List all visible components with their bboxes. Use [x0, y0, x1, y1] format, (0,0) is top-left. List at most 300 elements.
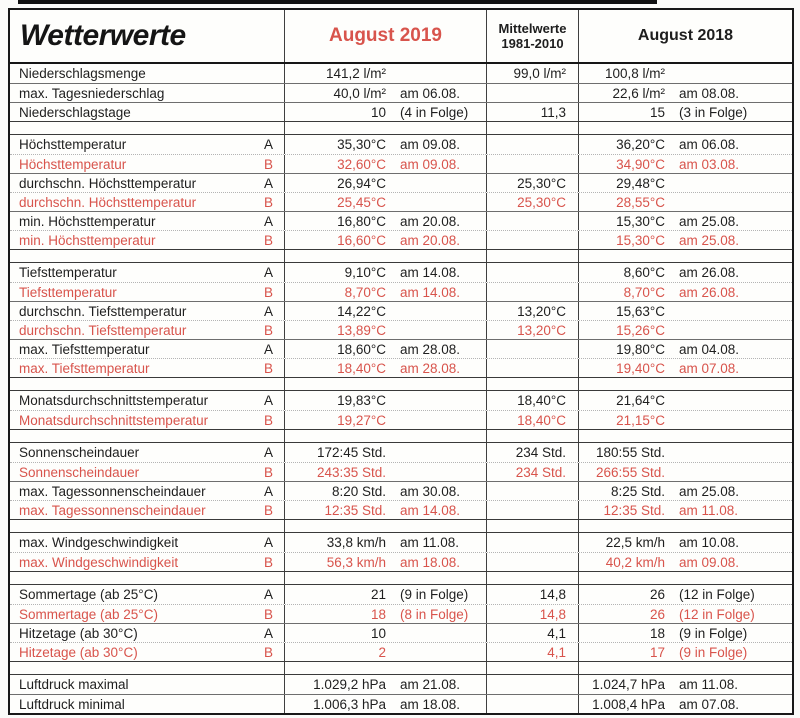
value-mittel: 18,40°C — [517, 393, 566, 408]
row-label: Höchsttemperatur — [19, 156, 127, 172]
value-aug2019: 33,8 km/h — [326, 535, 386, 550]
aug2018-cell — [579, 155, 792, 173]
gap-cell — [579, 430, 792, 442]
mittelwerte-cell — [487, 624, 579, 642]
mittelwerte-cell — [487, 340, 579, 358]
value-aug2018: 28,55°C — [616, 194, 665, 210]
label-cell — [10, 135, 285, 154]
table-row — [10, 301, 792, 320]
gap-cell — [10, 520, 285, 532]
aug2018-cell — [579, 695, 792, 713]
table-body — [10, 64, 792, 713]
value-aug2019: 13,89°C — [337, 322, 386, 338]
date-aug2019: am 06.08. — [400, 85, 461, 101]
label-cell — [10, 675, 285, 694]
label-cell — [10, 103, 285, 121]
row-label: max. Tagessonnenscheindauer — [19, 483, 206, 499]
value-aug2018: 15,26°C — [616, 322, 665, 338]
label-cell — [10, 501, 285, 519]
value-aug2019: 243:35 Std. — [316, 464, 386, 480]
page-title: Wetterwerte — [20, 19, 186, 52]
ab-indicator: A — [263, 625, 273, 641]
row-label: Sommertage (ab 25°C) — [19, 606, 158, 622]
value-aug2018: 15,63°C — [616, 303, 665, 319]
gap-cell — [285, 520, 487, 532]
aug2018-cell — [579, 391, 792, 410]
label-cell — [10, 553, 285, 571]
gap-cell — [579, 572, 792, 584]
value-aug2019: 2 — [378, 644, 386, 660]
aug2019-cell — [285, 391, 487, 410]
value-aug2019: 10 — [370, 104, 386, 120]
ab-indicator: B — [263, 464, 273, 480]
date-aug2018: am 10.08. — [679, 535, 740, 550]
aug2019-cell — [285, 340, 487, 358]
aug2019-cell — [285, 155, 487, 173]
aug2018-cell — [579, 212, 792, 230]
aug2019-cell — [285, 283, 487, 301]
ab-indicator: A — [263, 445, 273, 460]
aug2018-cell — [579, 533, 792, 552]
table-row — [10, 282, 792, 301]
aug2018-cell — [579, 501, 792, 519]
table-row — [10, 173, 792, 192]
aug2019-cell — [285, 624, 487, 642]
value-aug2018: 21,15°C — [616, 412, 665, 428]
section-gap — [10, 249, 792, 263]
label-cell — [10, 263, 285, 282]
date-aug2019: am 28.08. — [400, 360, 461, 376]
value-aug2018: 26 — [649, 606, 665, 622]
table-row — [10, 211, 792, 230]
date-aug2018: am 03.08. — [679, 156, 740, 172]
table-row — [10, 230, 792, 249]
mittelwerte-cell — [487, 302, 579, 320]
aug2018-cell — [579, 624, 792, 642]
table-row — [10, 64, 792, 83]
aug2018-cell — [579, 359, 792, 377]
value-aug2019: 12:35 Std. — [324, 502, 386, 518]
mittelwerte-cell — [487, 321, 579, 339]
column-header-mittelwerte: Mittelwerte — [498, 20, 567, 36]
gap-cell — [579, 378, 792, 390]
value-aug2018: 180:55 Std. — [595, 445, 665, 460]
table-row — [10, 391, 792, 410]
table-row — [10, 481, 792, 500]
label-cell — [10, 443, 285, 462]
ab-indicator: B — [263, 502, 273, 518]
ab-indicator: A — [263, 303, 273, 319]
aug2018-cell — [579, 605, 792, 623]
value-mittel: 99,0 l/m² — [513, 66, 566, 81]
table-row — [10, 135, 792, 154]
value-aug2018: 15,30°C — [616, 232, 665, 248]
table-row — [10, 500, 792, 519]
aug2019-cell — [285, 263, 487, 282]
label-cell — [10, 174, 285, 192]
mittelwerte-cell — [487, 212, 579, 230]
value-aug2019: 18,40°C — [337, 360, 386, 376]
ab-indicator: A — [263, 483, 273, 499]
value-aug2018: 36,20°C — [616, 137, 665, 152]
row-label: durchschn. Höchsttemperatur — [19, 175, 197, 191]
date-aug2019: am 28.08. — [400, 341, 461, 357]
mittelwerte-cell — [487, 643, 579, 661]
value-aug2019: 19,27°C — [337, 412, 386, 428]
aug2018-cell — [579, 64, 792, 83]
mittelwerte-cell — [487, 695, 579, 713]
date-aug2018: (9 in Folge) — [679, 625, 748, 641]
row-label: Sonnenscheindauer — [19, 464, 140, 480]
value-aug2019: 14,22°C — [337, 303, 386, 319]
value-aug2018: 19,40°C — [616, 360, 665, 376]
header-aug2019-cell — [285, 10, 487, 62]
value-mittel: 13,20°C — [517, 322, 566, 338]
gap-cell — [285, 662, 487, 674]
table-row — [10, 533, 792, 552]
value-aug2019: 25,45°C — [337, 194, 386, 210]
table-row — [10, 462, 792, 481]
value-mittel: 25,30°C — [517, 194, 566, 210]
label-cell — [10, 359, 285, 377]
row-label: durchschn. Höchsttemperatur — [19, 194, 197, 210]
date-aug2019: am 18.08. — [400, 554, 461, 570]
gap-cell — [579, 122, 792, 134]
gap-cell — [10, 430, 285, 442]
date-aug2018: (12 in Folge) — [679, 587, 755, 602]
ab-indicator: A — [263, 137, 273, 152]
ab-indicator: A — [263, 341, 273, 357]
mittelwerte-cell — [487, 174, 579, 192]
row-label: durchschn. Tiefsttemperatur — [19, 303, 187, 319]
date-aug2019: (8 in Folge) — [400, 606, 469, 622]
aug2019-cell — [285, 84, 487, 102]
ab-indicator: B — [263, 156, 273, 172]
ab-indicator: B — [263, 322, 273, 338]
ab-indicator: B — [263, 194, 273, 210]
label-cell — [10, 585, 285, 604]
ab-indicator: A — [263, 587, 273, 602]
value-aug2019: 40,0 l/m² — [333, 85, 386, 101]
gap-cell — [285, 572, 487, 584]
gap-cell — [285, 378, 487, 390]
ab-indicator: A — [263, 535, 273, 550]
value-aug2019: 172:45 Std. — [316, 445, 386, 460]
date-aug2019: (4 in Folge) — [400, 104, 469, 120]
mittelwerte-cell — [487, 155, 579, 173]
ab-indicator: A — [263, 213, 273, 229]
header-aug2018-cell — [579, 10, 792, 62]
value-aug2018: 17 — [649, 644, 665, 660]
aug2019-cell — [285, 533, 487, 552]
aug2018-cell — [579, 411, 792, 429]
value-aug2018: 29,48°C — [616, 175, 665, 191]
value-aug2019: 10 — [370, 625, 386, 641]
date-aug2018: (12 in Folge) — [679, 606, 755, 622]
table-row — [10, 604, 792, 623]
value-aug2018: 21,64°C — [616, 393, 665, 408]
date-aug2019: am 09.08. — [400, 156, 461, 172]
row-label: max. Tagessonnenscheindauer — [19, 502, 206, 518]
value-mittel: 14,8 — [539, 587, 566, 602]
aug2019-cell — [285, 103, 487, 121]
label-cell — [10, 193, 285, 211]
gap-cell — [487, 122, 579, 134]
table-header — [10, 10, 792, 64]
gap-cell — [579, 662, 792, 674]
date-aug2019: am 11.08. — [400, 535, 460, 550]
label-cell — [10, 695, 285, 713]
table-row — [10, 642, 792, 661]
value-aug2019: 19,83°C — [337, 393, 386, 408]
value-aug2018: 19,80°C — [616, 341, 665, 357]
aug2019-cell — [285, 675, 487, 694]
date-aug2018: am 09.08. — [679, 554, 740, 570]
date-aug2018: (9 in Folge) — [679, 644, 748, 660]
date-aug2019: am 14.08. — [400, 502, 461, 518]
ab-indicator: B — [263, 360, 273, 376]
aug2019-cell — [285, 135, 487, 154]
table-row — [10, 694, 792, 713]
aug2019-cell — [285, 174, 487, 192]
date-aug2018: am 11.08. — [679, 677, 739, 692]
value-aug2019: 56,3 km/h — [326, 554, 386, 570]
table-row — [10, 192, 792, 211]
label-cell — [10, 624, 285, 642]
gap-cell — [487, 662, 579, 674]
row-label: Luftdruck minimal — [19, 696, 125, 712]
aug2019-cell — [285, 463, 487, 481]
value-aug2018: 1.008,4 hPa — [592, 696, 665, 712]
mittelwerte-cell — [487, 443, 579, 462]
row-label: max. Tagesniederschlag — [19, 85, 165, 101]
aug2018-cell — [579, 585, 792, 604]
aug2018-cell — [579, 174, 792, 192]
scan-edge-artifact — [18, 0, 657, 4]
mittelwerte-cell — [487, 231, 579, 249]
aug2019-cell — [285, 212, 487, 230]
aug2018-cell — [579, 643, 792, 661]
mittelwerte-cell — [487, 482, 579, 500]
row-label: max. Windgeschwindigkeit — [19, 554, 179, 570]
gap-cell — [10, 662, 285, 674]
ab-indicator: A — [263, 265, 273, 280]
aug2018-cell — [579, 482, 792, 500]
section-gap — [10, 429, 792, 443]
gap-cell — [487, 430, 579, 442]
row-label: Sommertage (ab 25°C) — [19, 587, 158, 602]
value-aug2019: 1.029,2 hPa — [313, 677, 386, 692]
label-cell — [10, 482, 285, 500]
value-aug2019: 32,60°C — [337, 156, 386, 172]
aug2018-cell — [579, 553, 792, 571]
value-aug2018: 8,70°C — [623, 284, 665, 300]
table-row — [10, 623, 792, 642]
aug2018-cell — [579, 263, 792, 282]
row-label: min. Höchsttemperatur — [19, 213, 156, 229]
value-mittel: 14,8 — [539, 606, 566, 622]
aug2019-cell — [285, 695, 487, 713]
row-label: Hitzetage (ab 30°C) — [19, 644, 138, 660]
table-row — [10, 410, 792, 429]
section-gap — [10, 121, 792, 135]
value-mittel: 4,1 — [547, 625, 566, 641]
label-cell — [10, 463, 285, 481]
date-aug2019: am 30.08. — [400, 483, 461, 499]
aug2019-cell — [285, 231, 487, 249]
section-gap — [10, 519, 792, 533]
row-label: max. Tiefsttemperatur — [19, 341, 150, 357]
header-mittelwerte-cell — [487, 10, 579, 62]
table-row — [10, 585, 792, 604]
section-gap — [10, 377, 792, 391]
value-aug2018: 1.024,7 hPa — [592, 677, 665, 692]
value-aug2018: 12:35 Std. — [603, 502, 665, 518]
row-label: Luftdruck maximal — [19, 677, 129, 692]
aug2019-cell — [285, 643, 487, 661]
aug2018-cell — [579, 135, 792, 154]
ab-indicator: B — [263, 412, 273, 428]
label-cell — [10, 84, 285, 102]
value-aug2019: 8,70°C — [344, 284, 386, 300]
header-title-cell — [10, 10, 285, 62]
section-gap — [10, 661, 792, 675]
aug2018-cell — [579, 283, 792, 301]
column-header-mittelwerte-range: 1981-2010 — [501, 36, 564, 51]
aug2018-cell — [579, 463, 792, 481]
weather-table — [8, 8, 794, 715]
ab-indicator: A — [263, 393, 273, 408]
row-label: Höchsttemperatur — [19, 137, 127, 152]
row-label: Tiefsttemperatur — [19, 284, 117, 300]
date-aug2018: (3 in Folge) — [679, 104, 748, 120]
ab-indicator: B — [263, 232, 273, 248]
column-header-aug2018: August 2018 — [637, 27, 734, 44]
label-cell — [10, 605, 285, 623]
value-aug2019: 16,60°C — [337, 232, 386, 248]
value-aug2019: 8:20 Std. — [331, 483, 386, 499]
value-aug2018: 18 — [649, 625, 665, 641]
aug2018-cell — [579, 193, 792, 211]
date-aug2018: am 07.08. — [679, 696, 740, 712]
date-aug2019: am 18.08. — [400, 696, 461, 712]
date-aug2018: am 26.08. — [679, 265, 740, 280]
value-aug2018: 266:55 Std. — [595, 464, 665, 480]
value-aug2018: 40,2 km/h — [605, 554, 665, 570]
value-mittel: 11,3 — [540, 104, 566, 120]
label-cell — [10, 155, 285, 173]
gap-cell — [10, 572, 285, 584]
value-aug2018: 100,8 l/m² — [604, 66, 665, 81]
row-label: durchschn. Tiefsttemperatur — [19, 322, 187, 338]
aug2018-cell — [579, 84, 792, 102]
value-aug2018: 26 — [649, 587, 665, 602]
table-row — [10, 339, 792, 358]
date-aug2019: am 09.08. — [400, 137, 461, 152]
section-gap — [10, 571, 792, 585]
ab-indicator: B — [263, 644, 273, 660]
gap-cell — [285, 122, 487, 134]
value-mittel: 234 Std. — [515, 464, 566, 480]
row-label: Niederschlagstage — [19, 104, 131, 120]
date-aug2018: am 25.08. — [679, 483, 740, 499]
ab-indicator: A — [263, 175, 273, 191]
value-aug2019: 21 — [370, 587, 386, 602]
row-label: Niederschlagsmenge — [19, 66, 146, 81]
label-cell — [10, 64, 285, 83]
mittelwerte-cell — [487, 585, 579, 604]
gap-cell — [487, 520, 579, 532]
ab-indicator: B — [263, 554, 273, 570]
label-cell — [10, 321, 285, 339]
mittelwerte-cell — [487, 359, 579, 377]
mittelwerte-cell — [487, 675, 579, 694]
ab-indicator: B — [263, 284, 273, 300]
label-cell — [10, 283, 285, 301]
row-label: Hitzetage (ab 30°C) — [19, 625, 138, 641]
value-aug2018: 34,90°C — [616, 156, 665, 172]
aug2019-cell — [285, 411, 487, 429]
table-row — [10, 675, 792, 694]
value-aug2018: 8,60°C — [623, 265, 665, 280]
aug2018-cell — [579, 675, 792, 694]
aug2019-cell — [285, 359, 487, 377]
label-cell — [10, 391, 285, 410]
aug2019-cell — [285, 193, 487, 211]
mittelwerte-cell — [487, 553, 579, 571]
aug2019-cell — [285, 501, 487, 519]
date-aug2019: (9 in Folge) — [400, 587, 469, 602]
table-row — [10, 263, 792, 282]
date-aug2019: am 14.08. — [400, 284, 461, 300]
gap-cell — [487, 378, 579, 390]
value-aug2019: 26,94°C — [337, 175, 386, 191]
aug2019-cell — [285, 64, 487, 83]
value-mittel: 18,40°C — [517, 412, 566, 428]
mittelwerte-cell — [487, 193, 579, 211]
table-row — [10, 83, 792, 102]
date-aug2018: am 06.08. — [679, 137, 740, 152]
value-aug2018: 8:25 Std. — [610, 483, 665, 499]
value-mittel: 234 Std. — [515, 445, 566, 460]
date-aug2019: am 20.08. — [400, 232, 461, 248]
label-cell — [10, 302, 285, 320]
date-aug2019: am 20.08. — [400, 213, 461, 229]
aug2018-cell — [579, 103, 792, 121]
gap-cell — [285, 430, 487, 442]
mittelwerte-cell — [487, 263, 579, 282]
mittelwerte-cell — [487, 501, 579, 519]
value-aug2018: 22,5 km/h — [605, 535, 665, 550]
value-aug2019: 141,2 l/m² — [325, 66, 386, 81]
date-aug2019: am 14.08. — [400, 265, 461, 280]
column-header-aug2019: August 2019 — [329, 25, 442, 46]
aug2018-cell — [579, 231, 792, 249]
table-row — [10, 320, 792, 339]
gap-cell — [487, 572, 579, 584]
value-aug2018: 15 — [649, 104, 665, 120]
date-aug2018: am 07.08. — [679, 360, 740, 376]
gap-cell — [579, 520, 792, 532]
date-aug2018: am 11.08. — [679, 502, 739, 518]
value-mittel: 4,1 — [547, 644, 566, 660]
label-cell — [10, 411, 285, 429]
value-aug2018: 15,30°C — [616, 213, 665, 229]
table-row — [10, 102, 792, 121]
row-label: min. Höchsttemperatur — [19, 232, 156, 248]
mittelwerte-cell — [487, 463, 579, 481]
ab-indicator: B — [263, 606, 273, 622]
